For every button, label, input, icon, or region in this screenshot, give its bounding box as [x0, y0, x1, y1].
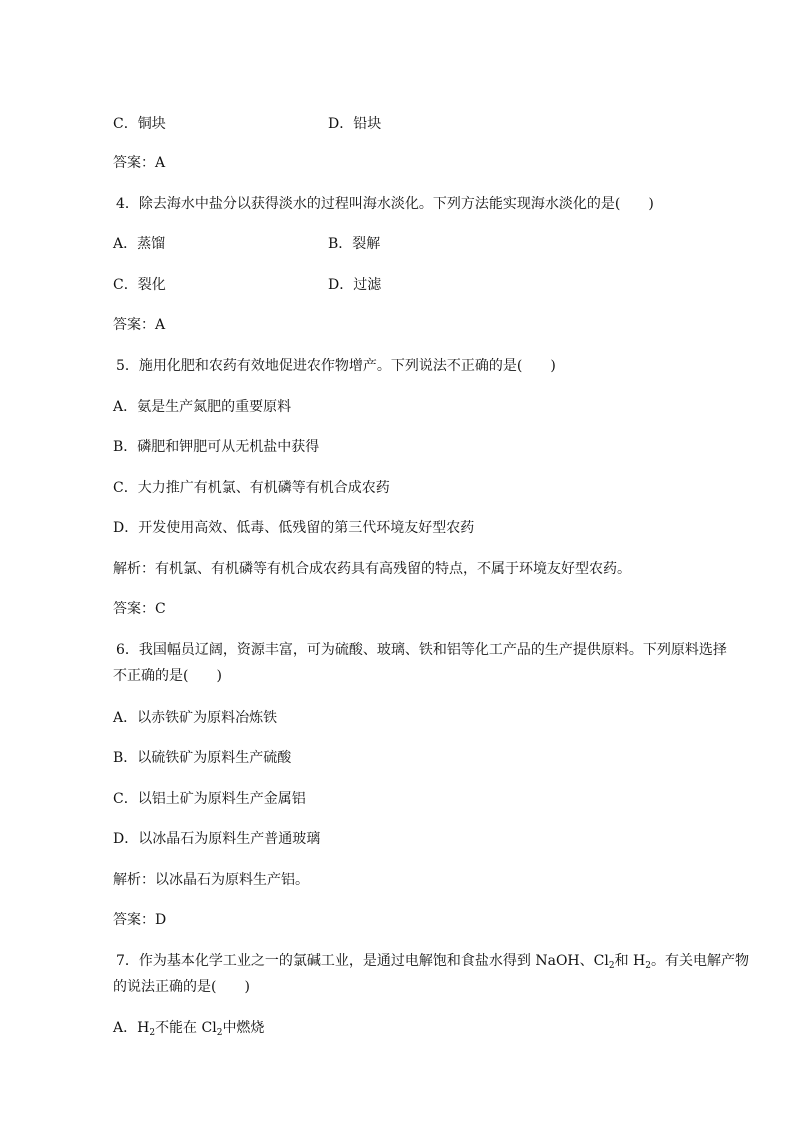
- q4-option-a: A．蒸馏: [113, 236, 166, 252]
- q5-option-c: C．大力推广有机氯、有机磷等有机合成农药: [113, 480, 390, 496]
- q6-option-b: B．以硫铁矿为原料生产硫酸: [113, 750, 292, 766]
- q4-stem: 4．除去海水中盐分以获得淡水的过程叫海水淡化。下列方法能实现海水淡化的是( ): [116, 196, 654, 212]
- subscript-2: 2: [216, 1028, 223, 1038]
- q4-option-c: C．裂化: [113, 277, 166, 293]
- q5-option-b: B．磷肥和钾肥可从无机盐中获得: [113, 439, 320, 455]
- q3-option-c: C．铜块: [113, 116, 166, 132]
- q7-stem-line-2: 的说法正确的是( ): [113, 979, 250, 995]
- q7-a-text-3: 中燃烧: [222, 1020, 265, 1036]
- q3-option-d: D．铅块: [328, 116, 382, 132]
- q3-answer: 答案：A: [113, 155, 166, 171]
- q6-stem-line-2: 不正确的是( ): [113, 668, 222, 684]
- q4-option-d: D．过滤: [328, 277, 382, 293]
- q7-stem-text-c: 。有关电解产物: [650, 953, 749, 969]
- subscript-2: 2: [608, 961, 615, 971]
- q6-option-a: A．以赤铁矿为原料冶炼铁: [113, 710, 278, 726]
- q4-option-b: B．裂解: [328, 236, 381, 252]
- q7-stem-text-a: 7．作为基本化学工业之一的氯碱工业，是通过电解饱和食盐水得到 NaOH、Cl: [116, 953, 609, 969]
- q5-stem: 5．施用化肥和农药有效地促进农作物增产。下列说法不正确的是( ): [116, 358, 556, 374]
- q7-a-text-1: A．H: [113, 1020, 150, 1036]
- q6-analysis: 解析：以冰晶石为原料生产铝。: [113, 872, 309, 888]
- q5-option-d: D．开发使用高效、低毒、低残留的第三代环境友好型农药: [113, 520, 475, 536]
- subscript-2: 2: [645, 961, 651, 971]
- q5-option-a: A．氨是生产氮肥的重要原料: [113, 399, 292, 415]
- q6-answer: 答案：D: [113, 912, 167, 928]
- q7-a-text-2: 不能在 Cl: [155, 1020, 217, 1036]
- q6-option-c: C．以铝土矿为原料生产金属铝: [113, 791, 306, 807]
- q7-stem-text-b: 和 H: [614, 953, 646, 969]
- q5-analysis: 解析：有机氯、有机磷等有机合成农药具有高残留的特点，不属于环境友好型农药。: [113, 561, 631, 577]
- subscript-2: 2: [149, 1028, 156, 1038]
- q6-stem-line-1: 6．我国幅员辽阔，资源丰富，可为硫酸、玻璃、铁和铝等化工产品的生产提供原料。下列原料选择: [116, 642, 727, 658]
- q4-answer: 答案：A: [113, 317, 166, 333]
- q5-answer: 答案：C: [113, 601, 166, 617]
- q6-option-d: D．以冰晶石为原料生产普通玻璃: [113, 831, 321, 847]
- q7-stem-line-1: [116, 951, 749, 971]
- q7-option-a: [113, 1018, 264, 1038]
